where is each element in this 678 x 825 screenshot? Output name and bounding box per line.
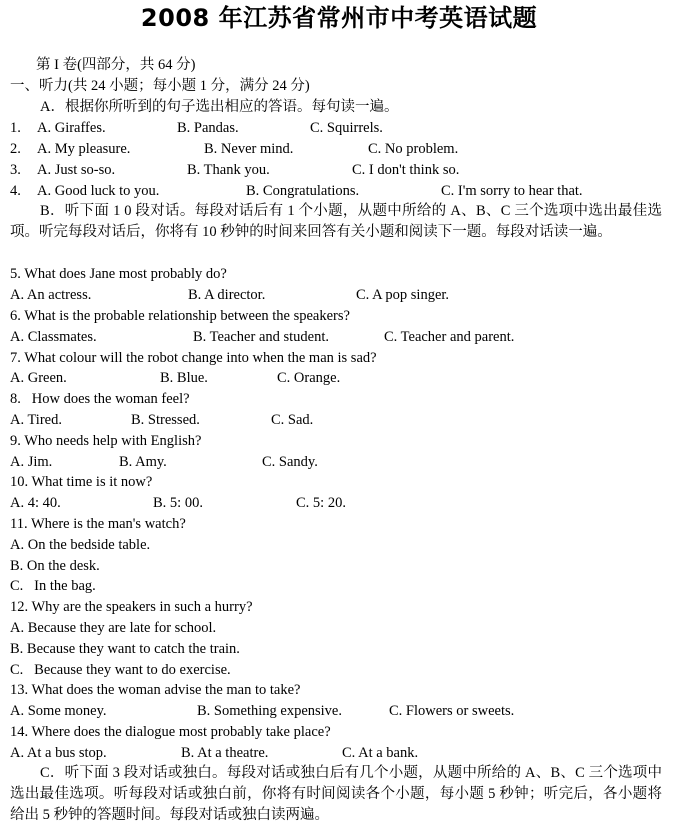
option-c: C. At a bank.: [342, 745, 419, 761]
option-b: B. Blue.: [160, 370, 208, 386]
option-a: A. My pleasure.: [37, 141, 131, 157]
question-text: 11. Where is the man's watch?: [10, 516, 186, 532]
option-a: A. Good luck to you.: [37, 183, 160, 199]
option-a: A. Tired.: [10, 412, 62, 428]
instruction-c: C．听下面 3 段对话或独白。每段对话或独白后有几个小题，从题中所给的 A、B、C 三个选项中选出最佳选项。听每段对话或独白前，你将有时间阅读各个小题，每小题 5 秒钟；听完后，各小题将给出 5 秒钟的答题时间。每段对话或独白读两遍。: [10, 765, 662, 823]
option-b: B. Pandas.: [177, 120, 239, 136]
option-c: C. No problem.: [368, 141, 459, 157]
question-text: 8. How does the woman feel?: [10, 391, 190, 407]
question-text: 5. What does Jane most probably do?: [10, 266, 227, 282]
option-a: A. Green.: [10, 370, 67, 386]
option-b: B. Congratulations.: [246, 183, 360, 199]
section-header: 一、听力(共 24 小题；每小题 1 分，满分 24 分): [10, 78, 310, 94]
option-b: B. A director.: [188, 287, 266, 303]
question-text: 13. What does the woman advise the man to take?: [10, 682, 301, 698]
option-a: A. Because they are late for school.: [10, 620, 217, 636]
option-c: C. I'm sorry to hear that.: [441, 183, 583, 199]
option-a: A. Classmates.: [10, 329, 97, 345]
option-a: A. At a bus stop.: [10, 745, 107, 761]
option-c: C. Orange.: [277, 370, 341, 386]
item-number: 4.: [10, 183, 21, 199]
option-c: C. Because they want to do exercise.: [10, 662, 231, 678]
question-text: 6. What is the probable relationship between the speakers?: [10, 308, 350, 324]
option-b: B. On the desk.: [10, 558, 100, 574]
option-c: C. Sad.: [271, 412, 314, 428]
instruction-b: B．听下面 1 0 段对话。每段对话后有 1 个小题，从题中所给的 A、B、C 三个选项中选出最佳选项。听完每段对话后，你将有 10 秒钟的时间来回答有关小题和阅读下一题。每段对话读一遍。: [10, 203, 662, 240]
option-b: B. Because they want to catch the train.: [10, 641, 240, 657]
option-b: B. At a theatre.: [181, 745, 269, 761]
option-a: A. On the bedside table.: [10, 537, 151, 553]
item-number: 3.: [10, 162, 21, 178]
option-c: C. Flowers or sweets.: [389, 703, 515, 719]
option-b: B. Teacher and student.: [193, 329, 330, 345]
option-c: C. Teacher and parent.: [384, 329, 515, 345]
option-c: C. Squirrels.: [310, 120, 383, 136]
part-header: 第 I 卷(四部分，共 64 分): [36, 57, 196, 73]
option-a: A. Some money.: [10, 703, 107, 719]
option-c: C. A pop singer.: [356, 287, 450, 303]
option-a: A. 4: 40.: [10, 495, 61, 511]
option-c: C. In the bag.: [10, 578, 96, 594]
option-a: A. Giraffes.: [37, 120, 106, 136]
question-text: 10. What time is it now?: [10, 474, 153, 490]
option-b: B. Stressed.: [131, 412, 200, 428]
instruction-a: A．根据你所听到的句子选出相应的答语。每句读一遍。: [40, 99, 399, 115]
option-a: A. Just so-so.: [37, 162, 116, 178]
option-c: C. I don't think so.: [352, 162, 460, 178]
item-number: 2.: [10, 141, 21, 157]
question-text: 7. What colour will the robot change into when the man is sad?: [10, 350, 377, 366]
option-b: B. Thank you.: [187, 162, 270, 178]
option-c: C. 5: 20.: [296, 495, 346, 511]
option-b: B. Something expensive.: [197, 703, 342, 719]
option-c: C. Sandy.: [262, 454, 318, 470]
question-text: 14. Where does the dialogue most probably take place?: [10, 724, 331, 740]
item-number: 1.: [10, 120, 21, 136]
page-title: 2008 年江苏省常州市中考英语试题: [140, 4, 538, 32]
question-text: 12. Why are the speakers in such a hurry?: [10, 599, 253, 615]
question-text: 9. Who needs help with English?: [10, 433, 202, 449]
option-a: A. An actress.: [10, 287, 92, 303]
option-b: B. Never mind.: [204, 141, 294, 157]
option-a: A. Jim.: [10, 454, 53, 470]
option-b: B. Amy.: [119, 454, 167, 470]
option-b: B. 5: 00.: [153, 495, 203, 511]
